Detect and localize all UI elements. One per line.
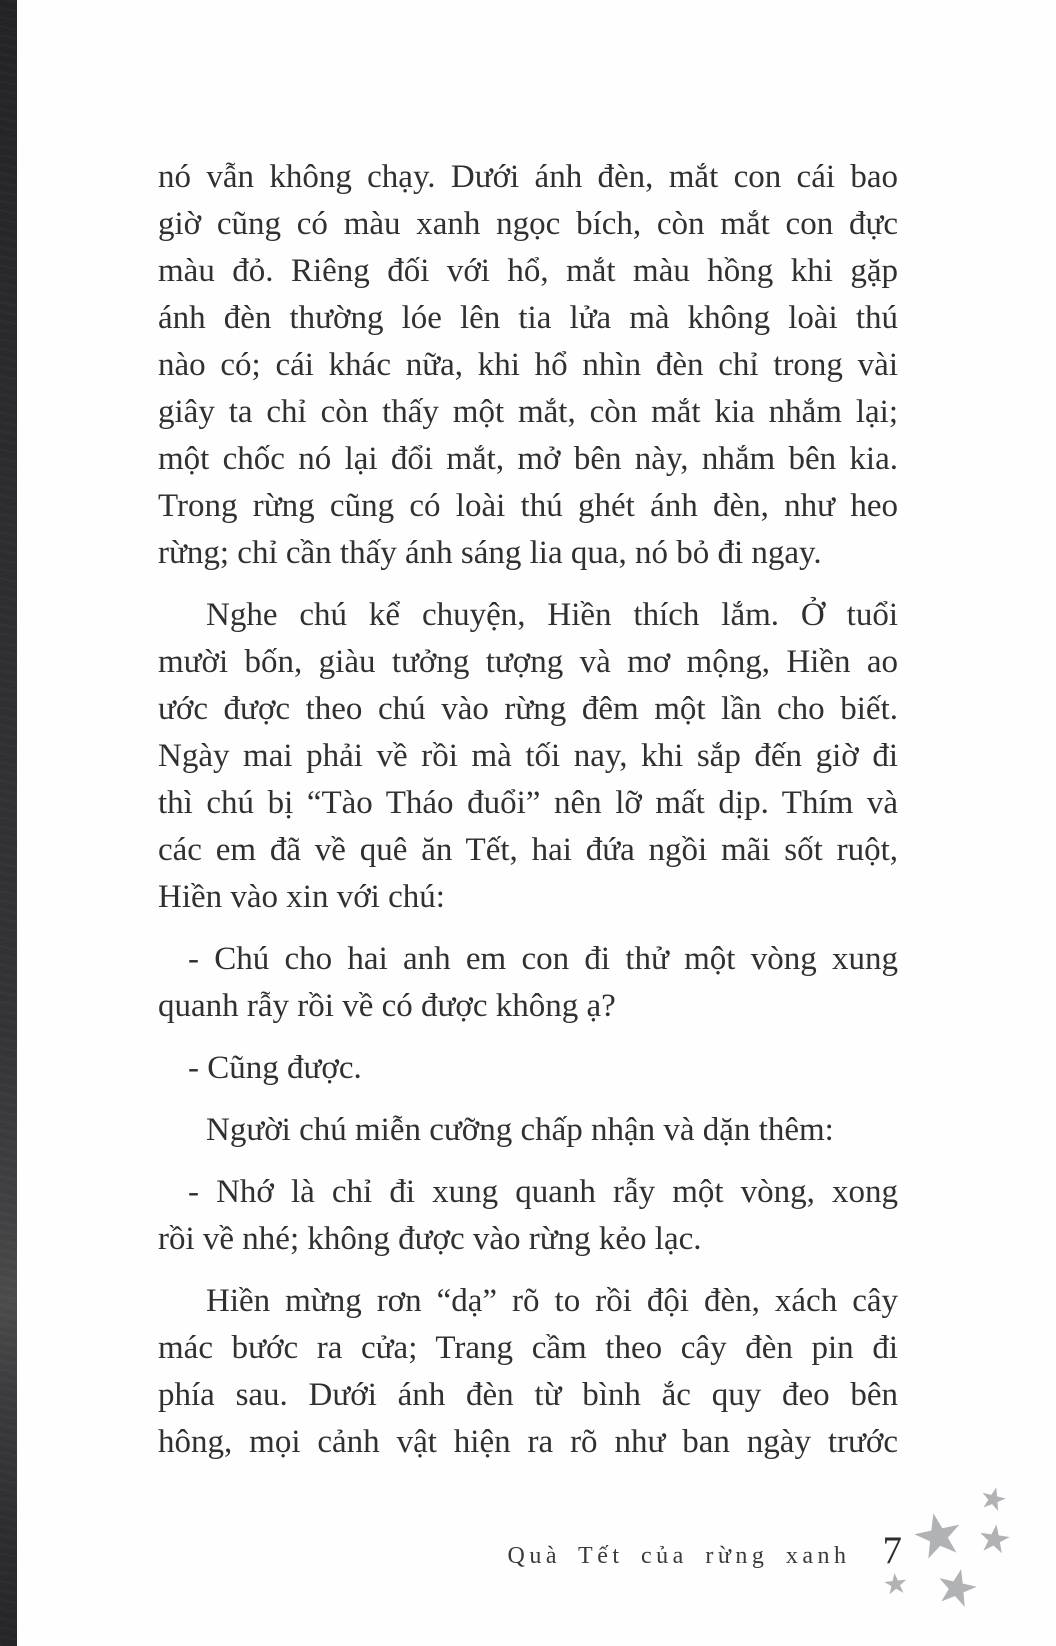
text-line: phía sau. Dưới ánh đèn từ bình ắc quy đeo bên (158, 1377, 898, 1413)
text-line: màu đỏ. Riêng đối với hổ, mắt màu hồng khi gặp (158, 253, 898, 289)
star-icon (977, 1521, 1012, 1556)
page-number: 7 (882, 1529, 902, 1572)
text-line: rừng; chỉ cần thấy ánh sáng lia qua, nó bỏ đi ngay. (158, 535, 822, 571)
text-line: - Chú cho hai anh em con đi thử một vòng xung (188, 941, 898, 977)
star-icon (978, 1483, 1008, 1513)
dialogue-paragraph (158, 936, 898, 1030)
text-line: Nghe chú kể chuyện, Hiền thích lắm. Ở tuổi (206, 597, 898, 633)
text-line: giây ta chỉ còn thấy một mắt, còn mắt kia nhắm lại; (158, 394, 898, 430)
star-icon (910, 1507, 967, 1564)
text-line: giờ cũng có màu xanh ngọc bích, còn mắt con đực (158, 206, 898, 242)
star-icon (933, 1563, 981, 1611)
text-line: Trong rừng cũng có loài thú ghét ánh đèn, như heo (158, 488, 898, 524)
text-line: quanh rẫy rồi về có được không ạ? (158, 988, 616, 1024)
paragraph (158, 1107, 898, 1154)
text-block (158, 154, 898, 1466)
text-line: thì chú bị “Tào Tháo đuổi” nên lỡ mất dịp. Thím và (158, 785, 898, 821)
text-line: hông, mọi cảnh vật hiện ra rõ như ban ngày trước (158, 1424, 898, 1460)
paragraph (158, 592, 898, 921)
dialogue-paragraph (158, 1169, 898, 1263)
text-line: Ngày mai phải về rồi mà tối nay, khi sắp đến giờ đi (158, 738, 898, 774)
paragraph (158, 154, 898, 577)
text-line: ước được theo chú vào rừng đêm một lần cho biết. (158, 691, 898, 727)
text-line: mác bước ra cửa; Trang cầm theo cây đèn pin đi (158, 1330, 898, 1366)
running-title: Quà Tết của rừng xanh (507, 1543, 851, 1569)
text-line: Hiền vào xin với chú: (158, 879, 445, 915)
page-footer (158, 1528, 902, 1573)
star-icon (883, 1571, 908, 1596)
text-line: - Nhớ là chỉ đi xung quanh rẫy một vòng, xong (188, 1174, 898, 1210)
text-line: mười bốn, giàu tưởng tượng và mơ mộng, Hiền ao (158, 644, 898, 680)
text-line: Người chú miễn cưỡng chấp nhận và dặn thêm: (206, 1112, 834, 1148)
paragraph (158, 1278, 898, 1466)
text-line: Hiền mừng rơn “dạ” rõ to rồi đội đèn, xách cây (206, 1283, 898, 1319)
page-edge-strip (0, 0, 17, 1646)
text-line: ánh đèn thường lóe lên tia lửa mà không loài thú (158, 300, 898, 336)
text-line: các em đã về quê ăn Tết, hai đứa ngồi mãi sốt ruột, (158, 832, 898, 868)
text-line: nào có; cái khác nữa, khi hổ nhìn đèn chỉ trong vài (158, 347, 898, 383)
text-line: rồi về nhé; không được vào rừng kẻo lạc. (158, 1221, 702, 1257)
text-line: - Cũng được. (188, 1050, 362, 1086)
dialogue-paragraph (158, 1045, 898, 1092)
text-line: một chốc nó lại đổi mắt, mở bên này, nhắm bên kia. (158, 441, 898, 477)
text-line: nó vẫn không chạy. Dưới ánh đèn, mắt con cái bao (158, 159, 898, 195)
